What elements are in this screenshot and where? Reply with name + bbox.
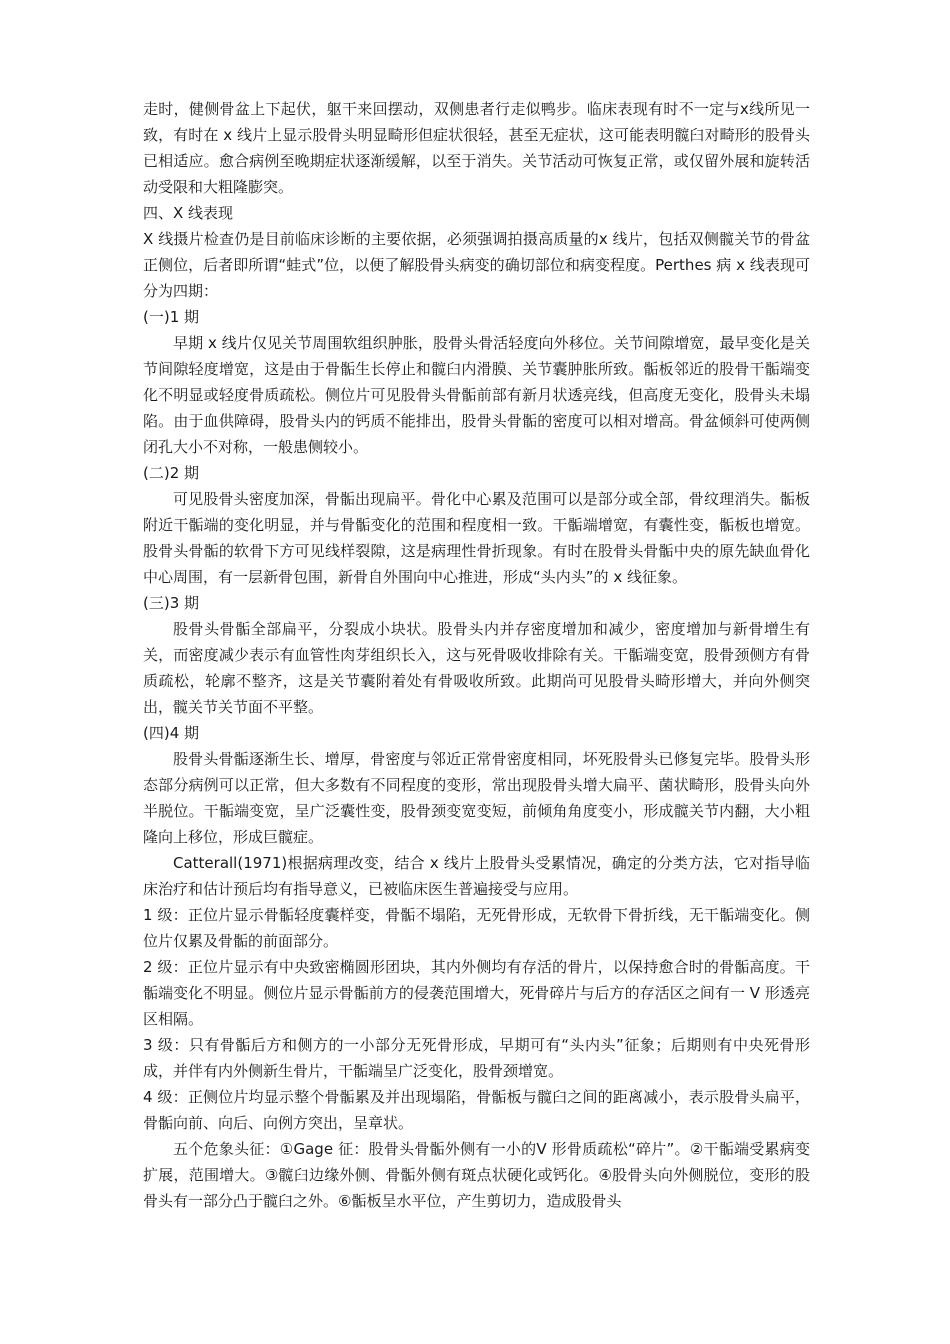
section-heading-xray: 四、X 线表现 [143, 204, 234, 222]
paragraph-stage-1: 早期 x 线片仅见关节周围软组织肿胀，股骨头骨活轻度向外移位。关节间隙增宽，最早变化是关节间隙轻度增宽，这是由于骨骺生长停止和髋臼内滑膜、关节囊肿胀所致。骺板邻近的股骨干骺端变化不明显或轻度骨质疏松。侧位片可见股骨头骨骺前部有新月状透亮线，但高度无变化，股骨头未塌陷。由于血供障碍，股骨头内的钙质不能排出，股骨头骨骺的密度可以相对增高。骨盆倾斜可使两侧闭孔大小不对称，一般患侧较小。 [143, 334, 810, 456]
paragraph-grade-3: 3 级：只有骨骺后方和侧方的一小部分无死骨形成，早期可有“头内头”征象；后期则有中央死骨形成，并伴有内外侧新生骨片，干骺端呈广泛变化，股骨颈增宽。 [143, 1036, 810, 1080]
paragraph-gait-symptoms: 走时，健侧骨盆上下起伏，躯干来回摆动，双侧患者行走似鸭步。临床表现有时不一定与x线所见一致，有时在 x 线片上显示股骨头明显畸形但症状很轻，甚至无症状，这可能表明髋臼对畸形的股骨头已相适应。愈合病例至晚期症状逐渐缓解，以至于消失。关节活动可恢复正常，或仅留外展和旋转活动受限和大粗隆膨突。 [143, 100, 810, 196]
paragraph-xray-intro: X 线摄片检查仍是目前临床诊断的主要依据，必须强调拍摄高质量的x 线片，包括双侧髋关节的骨盆正侧位，后者即所谓“蛙式”位，以便了解股骨头病变的确切部位和病变程度。Perthes 病 x 线表现可分为四期： [143, 230, 810, 300]
stage-heading-4: (四)4 期 [143, 724, 200, 742]
paragraph-stage-3: 股骨头骨骺全部扁平，分裂成小块状。股骨头内并存密度增加和减少，密度增加与新骨增生有关，而密度减少表示有血管性肉芽组织长入，这与死骨吸收排除有关。干骺端变宽，股骨颈侧方有骨质疏松，轮廓不整齐，这是关节囊附着处有骨吸收所致。此期尚可见股骨头畸形增大，并向外侧突出，髋关节关节面不平整。 [143, 620, 810, 716]
paragraph-grade-4: 4 级：正侧位片均显示整个骨骺累及并出现塌陷，骨骺板与髋臼之间的距离减小，表示股骨头扁平，骨骺向前、向后、向例方突出，呈章状。 [143, 1088, 810, 1132]
stage-heading-1: (一)1 期 [143, 308, 200, 326]
paragraph-grade-2: 2 级：正位片显示有中央致密椭圆形团块，其内外侧均有存活的骨片，以保持愈合时的骨骺高度。干骺端变化不明显。侧位片显示骨骺前方的侵袭范围增大，死骨碎片与后方的存活区之间有一 V 形透亮区相隔。 [143, 958, 810, 1028]
stage-heading-2: (二)2 期 [143, 464, 200, 482]
document-body [143, 96, 810, 1214]
paragraph-grade-1: 1 级：正位片显示骨骺轻度囊样变，骨骺不塌陷，无死骨形成，无软骨下骨折线，无干骺端变化。侧位片仅累及骨骺的前面部分。 [143, 906, 810, 950]
paragraph-catterall: Catterall(1971)根据病理改变，结合 x 线片上股骨头受累情况，确定的分类方法，它对指导临床治疗和估计预后均有指导意义，已被临床医生普遍接受与应用。 [143, 854, 810, 898]
paragraph-risk-signs: 五个危象头征：①Gage 征：股骨头骨骺外侧有一小的V 形骨质疏松“碎片”。②干骺端受累病变扩展，范围增大。③髋臼边缘外侧、骨骺外侧有斑点状硬化或钙化。④股骨头向外侧脱位，变形的股骨头有一部分凸于髋臼之外。⑥骺板呈水平位，产生剪切力，造成股骨头 [143, 1140, 810, 1210]
paragraph-stage-4: 股骨头骨骺逐渐生长、增厚，骨密度与邻近正常骨密度相同，坏死股骨头已修复完毕。股骨头形态部分病例可以正常，但大多数有不同程度的变形，常出现股骨头增大扁平、菌状畸形，股骨头向外半脱位。干骺端变宽，呈广泛囊性变，股骨颈变宽变短，前倾角角度变小，形成髋关节内翻，大小粗隆向上移位，形成巨髋症。 [143, 750, 810, 846]
stage-heading-3: (三)3 期 [143, 594, 200, 612]
paragraph-stage-2: 可见股骨头密度加深，骨骺出现扁平。骨化中心累及范围可以是部分或全部，骨纹理消失。骺板附近干骺端的变化明显，并与骨骺变化的范围和程度相一致。干骺端增宽，有囊性变，骺板也增宽。股骨头骨骺的软骨下方可见线样裂隙，这是病理性骨折现象。有时在股骨头骨骺中央的原先缺血骨化中心周围，有一层新骨包围，新骨自外围向中心推进，形成“头内头”的 x 线征象。 [143, 490, 810, 586]
